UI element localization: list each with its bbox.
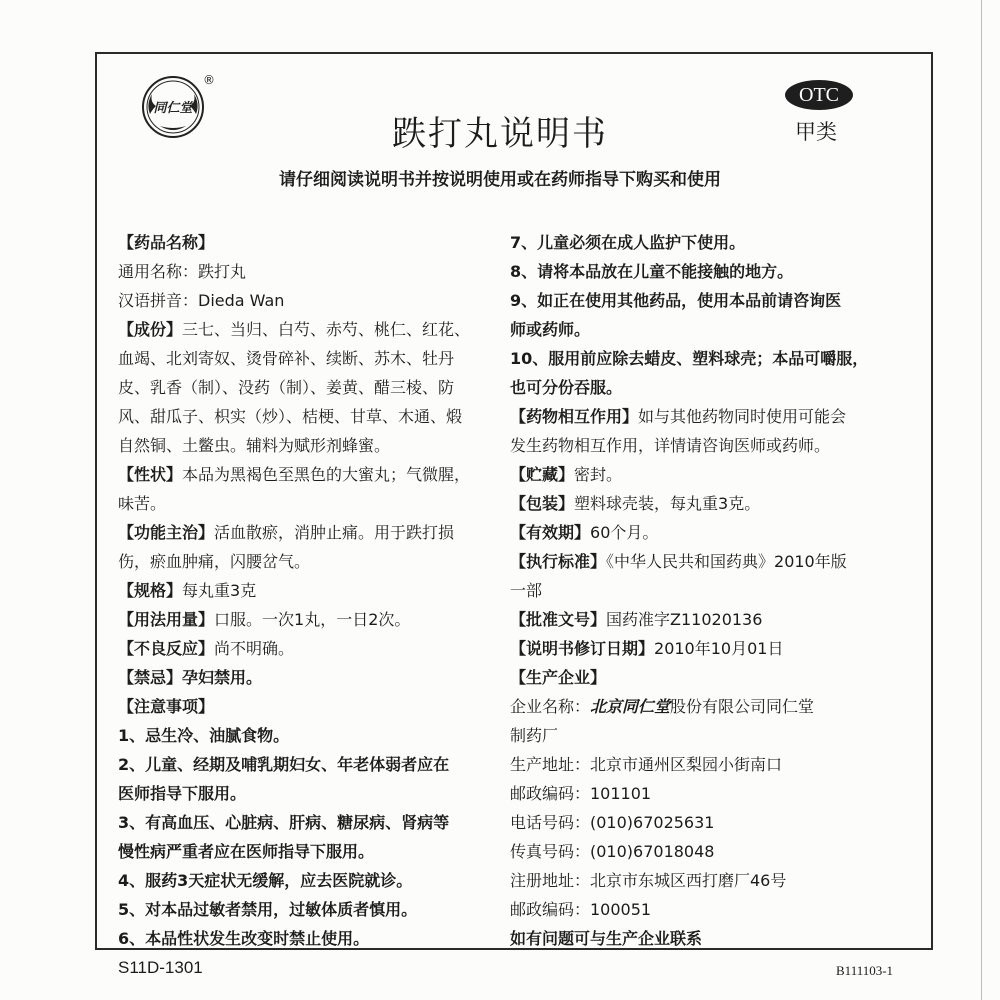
- left-column: [118, 228, 493, 953]
- line-text: 塑料球壳装，每丸重3克。: [574, 494, 761, 513]
- text-line: [118, 576, 493, 605]
- line-text: 5、对本品过敏者禁用，过敏体质者慎用。: [118, 900, 418, 919]
- section-heading: 【生产企业】: [510, 668, 607, 687]
- text-line: [118, 547, 493, 576]
- logo-text: 同仁堂: [153, 101, 193, 116]
- section-heading: 【用法用量】: [118, 610, 215, 629]
- registered-mark: ®: [203, 73, 215, 87]
- text-line: [510, 576, 895, 605]
- text-line: [118, 721, 493, 750]
- text-line: [510, 257, 895, 286]
- text-line: [118, 518, 493, 547]
- section-heading: 【规格】: [118, 581, 183, 600]
- section-heading: 【药品名称】: [118, 233, 215, 252]
- line-text: 如有问题可与生产企业联系: [510, 929, 703, 948]
- line-text: 制药厂: [510, 726, 559, 745]
- line-text: 医师指导下服用。: [118, 784, 247, 803]
- line-text: 电话号码：(010)67025631: [510, 813, 715, 832]
- text-line: [510, 460, 895, 489]
- text-line: [118, 750, 493, 779]
- section-heading: 【药物相互作用】: [510, 407, 639, 426]
- text-line: [510, 866, 895, 895]
- section-heading: 【包装】: [510, 494, 575, 513]
- text-line: [118, 286, 493, 315]
- line-text: 三七、当归、白芍、赤芍、桃仁、红花、: [182, 320, 471, 339]
- line-text: 口服。一次1丸，一日2次。: [214, 610, 411, 629]
- text-line: [510, 750, 895, 779]
- line-text: 密封。: [574, 465, 623, 484]
- text-line: [118, 315, 493, 344]
- section-heading: 【执行标准】: [510, 552, 607, 571]
- section-heading: 【功能主治】: [118, 523, 215, 542]
- text-line: [510, 721, 895, 750]
- line-text: 发生药物相互作用，详情请咨询医师或药师。: [510, 436, 831, 455]
- text-line: [118, 373, 493, 402]
- line-text: 血竭、北刘寄奴、烫骨碎补、续断、苏木、牡丹: [118, 349, 455, 368]
- line-text: 一部: [510, 581, 543, 600]
- text-line: [510, 373, 895, 402]
- text-line: [510, 605, 895, 634]
- right-column: [510, 228, 895, 953]
- section-heading: 【不良反应】: [118, 639, 215, 658]
- document-title: 跌打丸说明书: [392, 114, 608, 154]
- line-text: 7、儿童必须在成人监护下使用。: [510, 233, 746, 252]
- reading-instruction: 请仔细阅读说明书并按说明使用或在药师指导下购买和使用: [279, 170, 721, 190]
- text-line: [510, 779, 895, 808]
- text-line: [118, 489, 493, 518]
- section-heading: 【有效期】: [510, 523, 591, 542]
- text-line: [510, 431, 895, 460]
- text-line: [118, 895, 493, 924]
- line-text: 60个月。: [590, 523, 659, 542]
- section-heading: 【禁忌】: [118, 668, 183, 687]
- line-text: 3、有高血压、心脏病、肝病、糖尿病、肾病等: [118, 813, 450, 832]
- section-heading: 【说明书修订日期】: [510, 639, 655, 658]
- line-text: 活血散瘀，消肿止痛。用于跌打损: [214, 523, 455, 542]
- text-line: [510, 286, 895, 315]
- line-text: 1、忌生冷、油腻食物。: [118, 726, 290, 745]
- line-text: 9、如正在使用其他药品，使用本品前请咨询医: [510, 291, 842, 310]
- text-line: [510, 547, 895, 576]
- line-text: 慢性病严重者应在医师指导下服用。: [118, 842, 375, 861]
- text-line: [510, 344, 895, 373]
- text-line: [118, 663, 493, 692]
- section-heading: 【贮藏】: [510, 465, 575, 484]
- otc-class-label: 甲类: [795, 120, 837, 144]
- line-text: 伤，瘀血肿痛，闪腰岔气。: [118, 552, 311, 571]
- line-text: 生产地址：北京市通州区梨园小街南口: [510, 755, 783, 774]
- line-text: 《中华人民共和国药典》2010年版: [606, 552, 847, 571]
- text-line: [510, 808, 895, 837]
- section-heading: 【批准文号】: [510, 610, 607, 629]
- text-line: [118, 344, 493, 373]
- line-text: 注册地址：北京市东城区西打磨厂46号: [510, 871, 787, 890]
- text-line: [118, 808, 493, 837]
- line-text: 8、请将本品放在儿童不能接触的地方。: [510, 262, 794, 281]
- line-text: 4、服药3天症状无缓解，应去医院就诊。: [118, 871, 413, 890]
- line-text: 也可分份吞服。: [510, 378, 623, 397]
- text-line: [118, 924, 493, 953]
- text-line: [118, 460, 493, 489]
- text-line: [510, 634, 895, 663]
- text-line: [510, 402, 895, 431]
- line-text: 10、服用前应除去蜡皮、塑料球壳；本品可嚼服，: [510, 349, 869, 368]
- line-text: 尚不明确。: [214, 639, 295, 658]
- text-line: [118, 692, 493, 721]
- text-line: [118, 779, 493, 808]
- text-line: [510, 692, 895, 721]
- line-text: 企业名称：: [510, 697, 591, 716]
- line-text: 邮政编码：101101: [510, 784, 652, 803]
- text-line: [510, 228, 895, 257]
- section-heading: 【注意事项】: [118, 697, 215, 716]
- section-heading: 【成份】: [118, 320, 183, 339]
- line-text: 通用名称：跌打丸: [118, 262, 247, 281]
- footer-code-left: S11D-1301: [118, 958, 203, 977]
- text-line: [510, 924, 895, 953]
- line-text: 每丸重3克: [182, 581, 257, 600]
- text-line: [510, 837, 895, 866]
- text-line: [118, 866, 493, 895]
- manufacturer-brand: 北京同仁堂: [590, 697, 671, 716]
- line-text: 2010年10月01日: [654, 639, 784, 658]
- line-text: 股份有限公司同仁堂: [670, 697, 815, 716]
- line-text: 2、儿童、经期及哺乳期妇女、年老体弱者应在: [118, 755, 450, 774]
- text-line: [118, 605, 493, 634]
- line-text: 自然铜、土鳖虫。辅料为赋形剂蜂蜜。: [118, 436, 391, 455]
- text-line: [510, 489, 895, 518]
- text-line: [118, 431, 493, 460]
- line-text: 孕妇禁用。: [182, 668, 263, 687]
- line-text: 国药准字Z11020136: [606, 610, 763, 629]
- section-heading: 【性状】: [118, 465, 183, 484]
- text-line: [510, 315, 895, 344]
- line-text: 风、甜瓜子、枳实（炒）、桔梗、甘草、木通、煅: [118, 407, 463, 426]
- footer-code-right: B111103-1: [836, 963, 894, 978]
- text-line: [118, 837, 493, 866]
- line-text: 味苦。: [118, 494, 167, 513]
- text-line: [510, 895, 895, 924]
- line-text: 师或药师。: [510, 320, 591, 339]
- text-line: [118, 402, 493, 431]
- line-text: 邮政编码：100051: [510, 900, 652, 919]
- line-text: 6、本品性状发生改变时禁止使用。: [118, 929, 370, 948]
- line-text: 本品为黑褐色至黑色的大蜜丸；气微腥，: [182, 465, 471, 484]
- line-text: 传真号码：(010)67018048: [510, 842, 715, 861]
- line-text: 汉语拼音：Dieda Wan: [118, 291, 285, 310]
- line-text: 皮、乳香（制）、没药（制）、姜黄、醋三棱、防: [118, 378, 455, 397]
- text-line: [118, 257, 493, 286]
- text-line: [510, 663, 895, 692]
- line-text: 如与其他药物同时使用可能会: [638, 407, 847, 426]
- text-line: [118, 634, 493, 663]
- otc-badge: OTC: [785, 80, 853, 110]
- text-line: [510, 518, 895, 547]
- text-line: [118, 228, 493, 257]
